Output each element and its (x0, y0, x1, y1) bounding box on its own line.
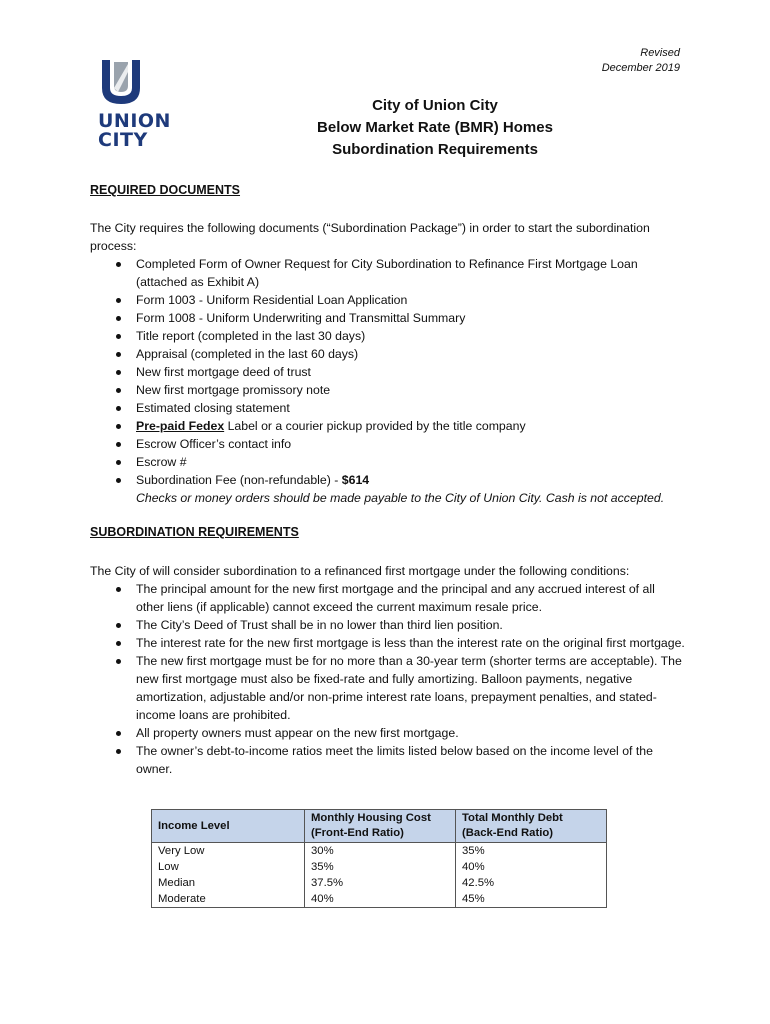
bullet-icon (116, 370, 121, 375)
table-row (152, 891, 607, 908)
required-documents-heading: REQUIRED DOCUMENTS (90, 183, 241, 197)
table-row (152, 875, 607, 891)
bullet-icon (116, 262, 121, 267)
bullet-icon (116, 352, 121, 357)
bullet-icon (116, 641, 121, 646)
list-item: The principal amount for the new first mortgage and the principal and any accrued interest of all other liens (if applicable) cannot exceed the current maximum resale price. (90, 580, 685, 616)
cell-back-end: 42.5% (456, 875, 607, 891)
table-header-row (152, 810, 607, 843)
document-title (300, 95, 570, 161)
list-item: New first mortgage promissory note (90, 381, 685, 399)
debt-to-income-table (151, 809, 607, 908)
subordination-intro: The City of will consider subordination to a refinanced first mortgage under the following conditions: (90, 564, 630, 578)
bullet-icon (116, 623, 121, 628)
cell-front-end: 30% (305, 843, 456, 860)
list-item: The owner’s debt-to-income ratios meet the limits listed below based on the income level of the owner. (90, 742, 685, 778)
revised-label: Revised (640, 47, 680, 59)
cell-front-end: 37.5% (305, 875, 456, 891)
title-line-1: City of Union City (372, 97, 498, 114)
cell-income-level: Median (152, 875, 305, 891)
cell-income-level: Moderate (152, 891, 305, 908)
table-row (152, 859, 607, 875)
list-item: Title report (completed in the last 30 days) (90, 327, 685, 345)
bullet-icon (116, 298, 121, 303)
required-documents-list (90, 255, 685, 507)
list-item: New first mortgage deed of trust (90, 363, 685, 381)
logo-text (98, 112, 178, 150)
cell-back-end: 35% (456, 843, 607, 860)
cell-front-end: 40% (305, 891, 456, 908)
subordination-requirements-list (90, 580, 685, 778)
list-item: The interest rate for the new first mortgage is less than the interest rate on the original first mortgage. (90, 634, 685, 652)
bullet-icon (116, 442, 121, 447)
list-item: The City’s Deed of Trust shall be in no lower than third lien position. (90, 616, 685, 634)
bullet-icon (116, 478, 121, 483)
union-city-logo (98, 58, 178, 153)
header-back-end-ratio: Total Monthly Debt (Back-End Ratio) (456, 810, 607, 843)
list-item-fedex: Pre-paid Fedex Label or a courier pickup provided by the title company (90, 417, 685, 435)
bullet-icon (116, 731, 121, 736)
list-item: Form 1003 - Uniform Residential Loan Application (90, 291, 685, 309)
required-documents-intro: The City requires the following documents (“Subordination Package”) in order to start the subordination process: (90, 221, 650, 253)
cell-back-end: 45% (456, 891, 607, 908)
bullet-icon (116, 424, 121, 429)
shield-emblem-icon (100, 58, 142, 108)
title-line-2: Below Market Rate (BMR) Homes (317, 119, 553, 136)
list-item: Estimated closing statement (90, 399, 685, 417)
bullet-icon (116, 316, 121, 321)
title-line-3: Subordination Requirements (332, 141, 538, 158)
cell-income-level: Low (152, 859, 305, 875)
bullet-icon (116, 749, 121, 754)
subordination-requirements-heading: SUBORDINATION REQUIREMENTS (90, 525, 299, 539)
list-item-fee: Subordination Fee (non-refundable) - $614 Checks or money orders should be made payable to the City of Union City. Cash is not accepted. (90, 471, 685, 507)
list-item: Escrow Officer’s contact info (90, 435, 685, 453)
fee-payment-note: Checks or money orders should be made payable to the City of Union City. Cash is not accepted. (136, 491, 665, 505)
cell-back-end: 40% (456, 859, 607, 875)
bullet-icon (116, 587, 121, 592)
fee-amount: $614 (341, 473, 370, 487)
revision-note (602, 46, 680, 76)
table-row (152, 843, 607, 860)
list-item: Appraisal (completed in the last 60 days) (90, 345, 685, 363)
list-item: The new first mortgage must be for no more than a 30-year term (shorter terms are acceptable). The new first mortgage must also be fixed-rate and fully amortizing. Balloon payments, negative amortization, adjustable and/or non-prime interest rate loans, prepayment penalties, and stated-income loans are prohibited. (90, 652, 685, 724)
list-item: Form 1008 - Uniform Underwriting and Transmittal Summary (90, 309, 685, 327)
cell-front-end: 35% (305, 859, 456, 875)
list-item: Completed Form of Owner Request for City Subordination to Refinance First Mortgage Loan (attached as Exhibit A) (90, 255, 685, 291)
header-front-end-ratio: Monthly Housing Cost (Front-End Ratio) (305, 810, 456, 843)
logo-word-city: CITY (98, 129, 148, 151)
fedex-label-emphasis: Pre-paid Fedex (136, 419, 225, 433)
bullet-icon (116, 406, 121, 411)
bullet-icon (116, 659, 121, 664)
revised-date: December 2019 (601, 62, 680, 74)
list-item: All property owners must appear on the new first mortgage. (90, 724, 685, 742)
cell-income-level: Very Low (152, 843, 305, 860)
bullet-icon (116, 460, 121, 465)
bullet-icon (116, 388, 121, 393)
bullet-icon (116, 334, 121, 339)
list-item: Escrow # (90, 453, 685, 471)
logo-word-union: UNION (98, 110, 171, 132)
header-income-level: Income Level (152, 810, 305, 843)
